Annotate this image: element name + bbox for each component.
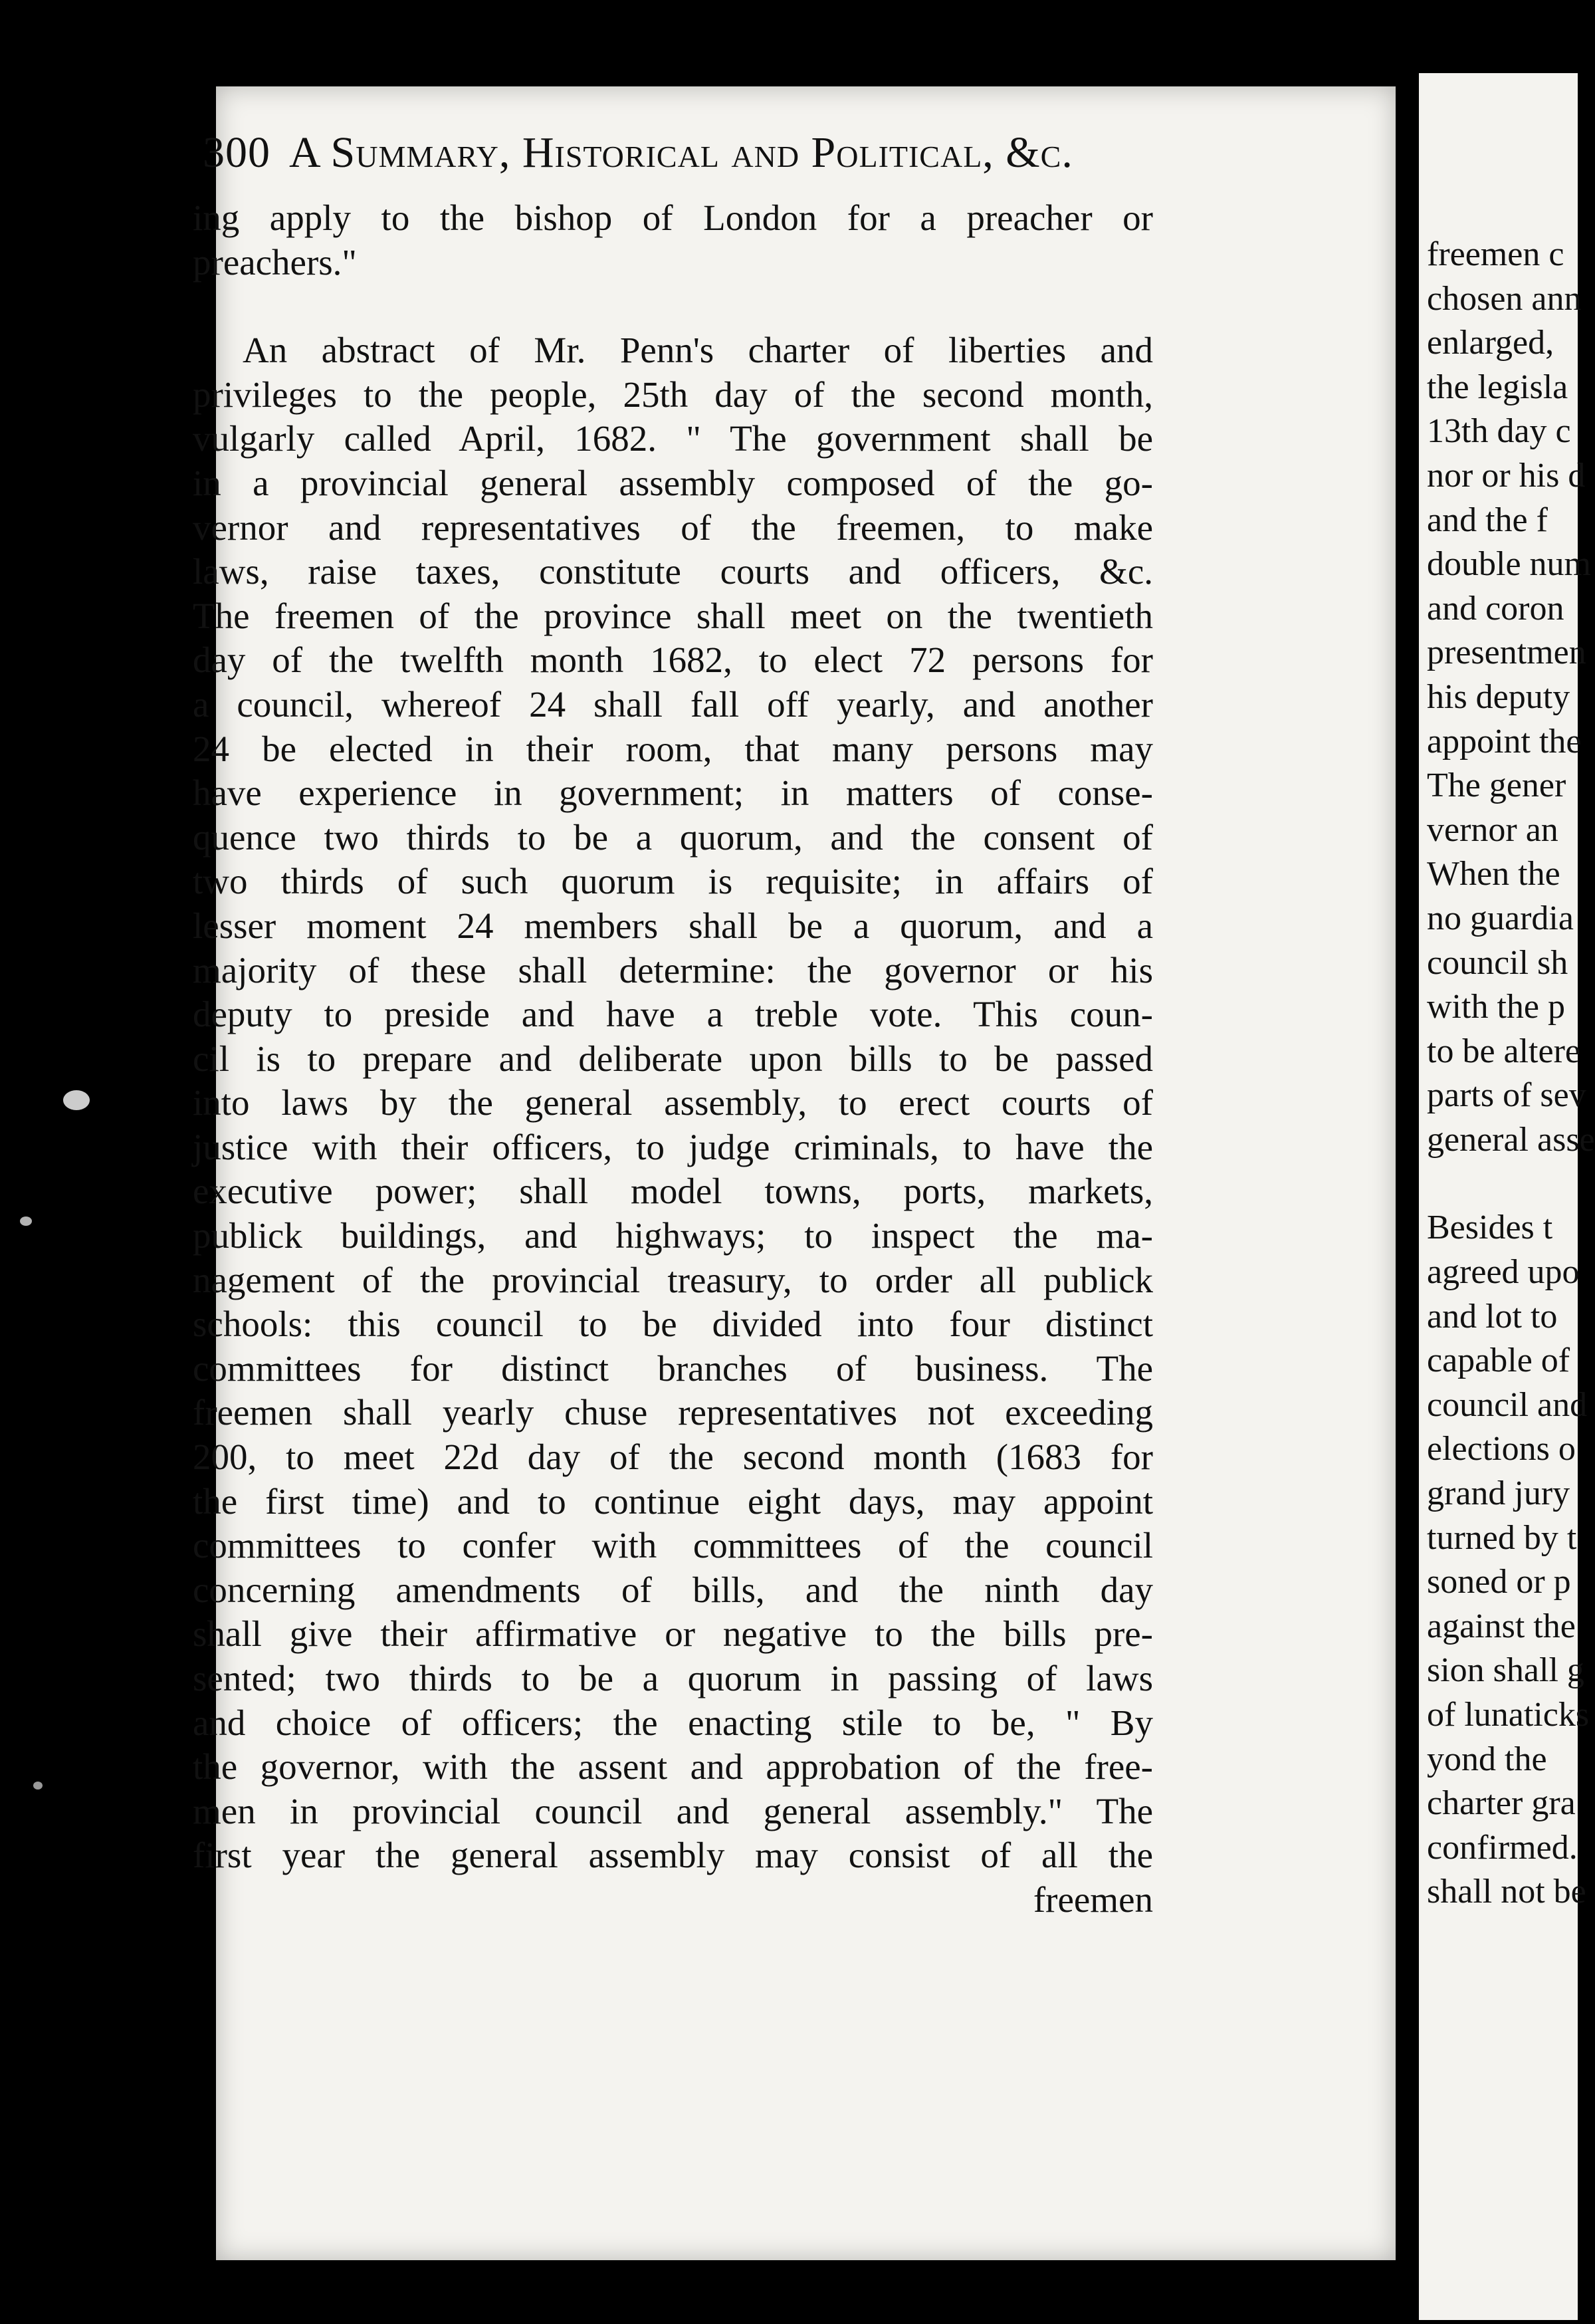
text-line: schools: this council to be divided into four distinct	[193, 1304, 1153, 1345]
text-line: have experience in government; in matters of conse-	[193, 772, 1153, 814]
text-line: majority of these shall determine: the governor or his	[193, 949, 1153, 990]
text-line: quence two thirds to be a quorum, and the consent of	[193, 816, 1153, 858]
right-text-line: against the	[1427, 1607, 1576, 1645]
body-text	[193, 196, 1153, 1922]
right-text-line: parts of sev	[1427, 1076, 1586, 1115]
right-text-line: soned or p	[1427, 1563, 1571, 1601]
scan-smudge	[20, 1217, 32, 1226]
text-line: the first time) and to continue eight days, may appoint	[193, 1480, 1153, 1522]
right-text-line: yond the	[1427, 1740, 1547, 1778]
right-text-line: to be altere	[1427, 1032, 1580, 1070]
right-text-line: chosen ann	[1427, 279, 1582, 318]
page-number: 300	[203, 128, 270, 177]
right-text-line: turned by t	[1427, 1518, 1577, 1557]
catchword: freemen	[1033, 1879, 1153, 1920]
text-line: committees to confer with committees of the council	[193, 1525, 1153, 1566]
text-line: The freemen of the province shall meet on the twentieth	[193, 595, 1153, 636]
text-line: men in provincial council and general assembly." The	[193, 1790, 1153, 1831]
text-line: 24 be elected in their room, that many persons may	[193, 728, 1153, 769]
book-gutter	[1396, 73, 1419, 2320]
text-line: privileges to the people, 25th day of the second month,	[193, 374, 1153, 415]
right-text-line: grand jury	[1427, 1474, 1570, 1513]
text-line: freemen shall yearly chuse representatives not exceeding	[193, 1392, 1153, 1433]
right-text-line: his deputy	[1427, 677, 1570, 716]
right-page-fragment	[1419, 73, 1595, 2320]
text-line: in a provincial general assembly composed of the go-	[193, 462, 1153, 503]
right-page-text	[1427, 233, 1595, 1915]
text-line: concerning amendments of bills, and the ninth day	[193, 1569, 1153, 1610]
right-text-line: and the f	[1427, 501, 1548, 539]
right-text-line: with the p	[1427, 988, 1565, 1026]
running-header	[203, 128, 1073, 178]
paragraph-gap	[1427, 1162, 1595, 1206]
text-line: justice with their officers, to judge criminals, to have the	[193, 1126, 1153, 1167]
text-line: executive power; shall model towns, ports, markets,	[193, 1171, 1153, 1212]
right-text-line: nor or his d	[1427, 456, 1586, 495]
text-line: committees for distinct branches of business. The	[193, 1347, 1153, 1389]
right-text-line: When the	[1427, 855, 1560, 893]
paragraph-gap	[193, 285, 1153, 328]
text-line: sented; two thirds to be a quorum in passing of laws	[193, 1658, 1153, 1698]
text-line: laws, raise taxes, constitute courts and officers, &c.	[193, 551, 1153, 592]
right-text-line: sion shall g	[1427, 1651, 1584, 1690]
right-text-line: confirmed.	[1427, 1828, 1578, 1867]
text-line: lesser moment 24 members shall be a quorum, and a	[193, 905, 1153, 946]
text-line: vulgarly called April, 1682. " The government shall be	[193, 418, 1153, 459]
text-line: and choice of officers; the enacting stile to be, " By	[193, 1702, 1153, 1743]
running-title: A Summary, Historical and Political, &c.	[289, 128, 1073, 177]
right-text-line: freemen c	[1427, 235, 1564, 273]
text-line: first year the general assembly may consist of all the	[193, 1835, 1153, 1876]
scan-smudge	[33, 1782, 43, 1790]
text-line: publick buildings, and highways; to inspect the ma-	[193, 1215, 1153, 1256]
text-line: the governor, with the assent and approbation of the free-	[193, 1746, 1153, 1788]
text-line: a council, whereof 24 shall fall off yearly, and another	[193, 683, 1153, 725]
right-text-line: council sh	[1427, 943, 1568, 982]
right-text-line: charter gra	[1427, 1784, 1576, 1823]
text-line: 200, to meet 22d day of the second month (1683 for	[193, 1437, 1153, 1478]
right-text-line: and lot to	[1427, 1297, 1558, 1336]
text-line: nagement of the provincial treasury, to order all publick	[193, 1259, 1153, 1300]
right-text-line: capable of	[1427, 1341, 1570, 1380]
right-text-line: and coron	[1427, 589, 1564, 628]
right-text-line: council and	[1427, 1385, 1588, 1424]
text-line: preachers."	[193, 241, 357, 283]
scan-smudge	[63, 1090, 90, 1110]
text-line: shall give their affirmative or negative to the bills pre-	[193, 1613, 1153, 1655]
text-line: day of the twelfth month 1682, to elect 72 persons for	[193, 639, 1153, 681]
right-text-line: general asse	[1427, 1120, 1595, 1159]
text-line: An abstract of Mr. Penn's charter of liberties and	[243, 330, 1153, 371]
right-text-line: of lunaticks	[1427, 1696, 1590, 1734]
right-text-line: 13th day c	[1427, 412, 1571, 451]
right-text-line: presentmen	[1427, 634, 1586, 672]
right-text-line: double num	[1427, 545, 1591, 584]
text-line: cil is to prepare and deliberate upon bills to be passed	[193, 1038, 1153, 1079]
text-line: into laws by the general assembly, to erect courts of	[193, 1082, 1153, 1123]
right-text-line: Besides t	[1427, 1209, 1553, 1247]
right-text-line: no guardia	[1427, 899, 1574, 937]
right-text-line: the legisla	[1427, 368, 1568, 406]
right-text-line: The gener	[1427, 766, 1566, 805]
right-text-line: appoint the	[1427, 722, 1582, 760]
right-text-line: elections o	[1427, 1430, 1576, 1468]
text-line: ing apply to the bishop of London for a preacher or	[193, 197, 1153, 238]
right-text-line: shall not be	[1427, 1873, 1586, 1911]
text-line: vernor and representatives of the freemen, to make	[193, 507, 1153, 548]
right-text-line: enlarged,	[1427, 324, 1554, 362]
right-text-line: vernor an	[1427, 810, 1558, 849]
right-text-line: agreed upo	[1427, 1253, 1580, 1292]
text-line: two thirds of such quorum is requisite; in affairs of	[193, 861, 1153, 902]
text-line: deputy to preside and have a treble vote. This coun-	[193, 994, 1153, 1035]
